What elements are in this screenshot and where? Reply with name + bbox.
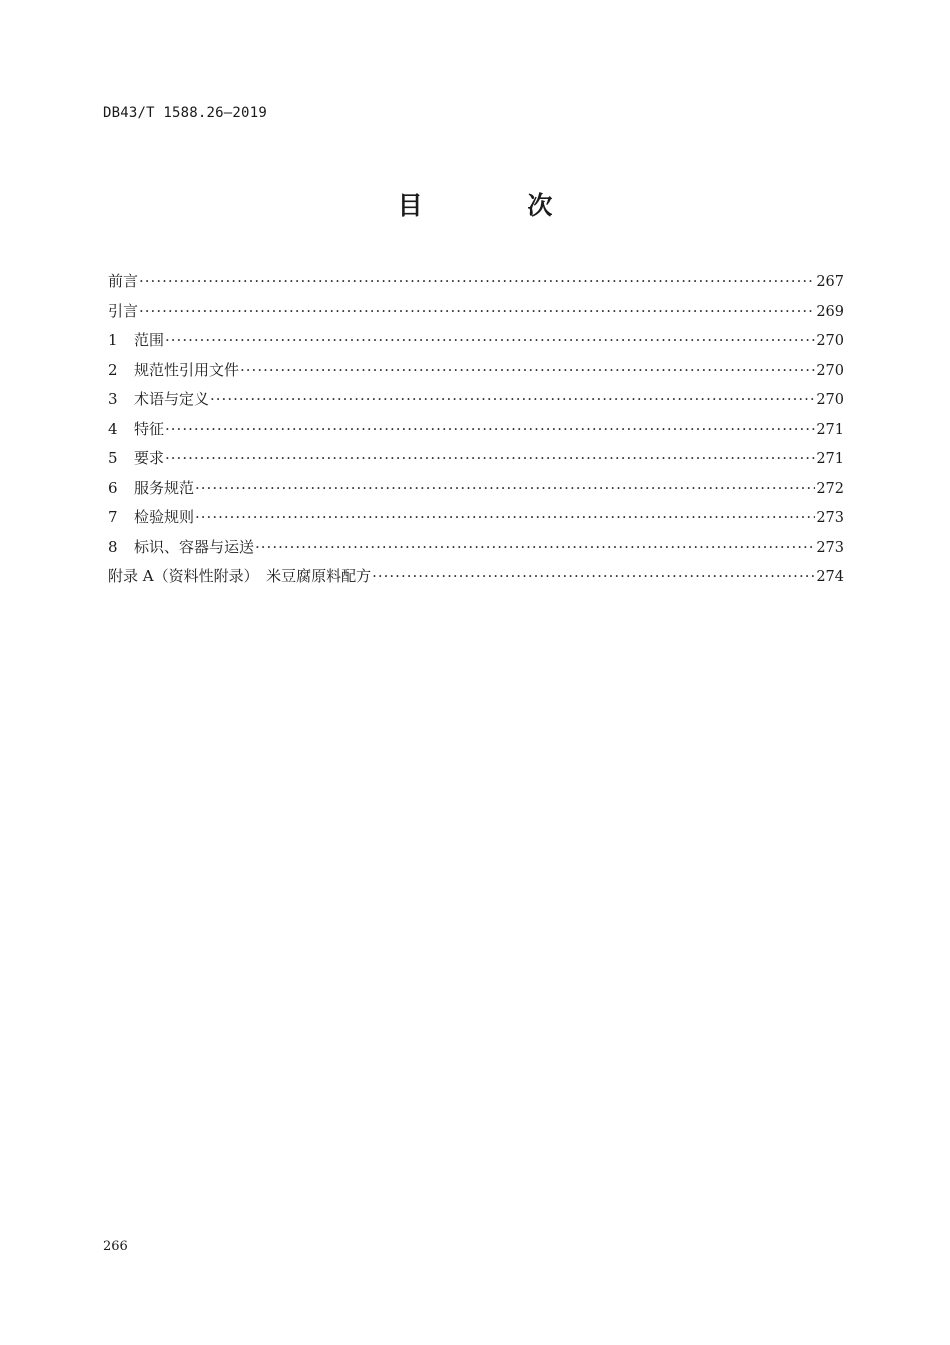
toc-entry-page: 270	[816, 362, 844, 379]
toc-dot-leader	[139, 272, 815, 290]
toc-entry-page: 271	[816, 421, 844, 438]
toc-entry-label: 检验规则	[134, 508, 195, 526]
toc-entry-label: 特征	[134, 419, 165, 438]
toc-entry-label: 标识、容器与运送	[134, 537, 255, 556]
toc-entry-requirements[interactable]	[108, 447, 844, 477]
toc-entry-number: 8	[108, 537, 118, 556]
toc-entry-label: 引言	[108, 301, 139, 320]
toc-dot-leader	[240, 361, 815, 379]
toc-entry-number: 6	[108, 478, 118, 497]
page-number: 266	[103, 1239, 128, 1254]
toc-dot-leader	[195, 479, 815, 497]
toc-list	[108, 270, 844, 595]
toc-entry-number: 5	[108, 449, 118, 467]
toc-dot-leader	[210, 390, 815, 408]
toc-entry-service-specification[interactable]	[108, 477, 844, 507]
toc-entry-number: 4	[108, 419, 118, 438]
toc-entry-label: 附录 A（资料性附录） 米豆腐原料配方	[108, 567, 372, 585]
toc-dot-leader	[165, 449, 815, 467]
document-id: DB43/T 1588.26—2019	[103, 105, 267, 121]
toc-dot-leader	[165, 420, 815, 438]
toc-entry-page: 269	[816, 303, 844, 320]
toc-entry-label: 服务规范	[134, 478, 195, 497]
toc-entry-number: 1	[108, 331, 118, 349]
toc-entry-page: 271	[816, 451, 844, 467]
toc-dot-leader	[255, 538, 815, 556]
toc-entry-label: 前言	[108, 272, 139, 290]
toc-entry-number: 3	[108, 390, 118, 408]
toc-title: 目 次	[397, 191, 601, 220]
toc-entry-label: 术语与定义	[134, 390, 210, 408]
toc-entry-page: 273	[816, 539, 844, 556]
toc-entry-page: 267	[816, 274, 844, 290]
toc-entry-terms[interactable]	[108, 388, 844, 418]
toc-entry-number: 2	[108, 360, 118, 379]
toc-entry-page: 270	[816, 333, 844, 349]
toc-entry-label: 规范性引用文件	[134, 360, 240, 379]
toc-entry-label: 范围	[134, 331, 165, 349]
toc-entry-labeling-containers-transport[interactable]	[108, 536, 844, 566]
toc-entry-page: 272	[816, 480, 844, 497]
toc-entry-page: 270	[816, 392, 844, 408]
toc-entry-label: 要求	[134, 449, 165, 467]
toc-entry-page: 273	[816, 510, 844, 526]
toc-dot-leader	[139, 302, 815, 320]
toc-entry-features[interactable]	[108, 418, 844, 448]
toc-entry-normative-references[interactable]	[108, 359, 844, 389]
toc-entry-number: 7	[108, 508, 118, 526]
toc-entry-scope[interactable]	[108, 329, 844, 359]
toc-entry-page: 274	[816, 569, 844, 585]
toc-entry-appendix-a[interactable]	[108, 565, 844, 595]
toc-dot-leader	[372, 567, 815, 585]
toc-dot-leader	[165, 331, 815, 349]
toc-dot-leader	[195, 508, 815, 526]
toc-entry-inspection-rules[interactable]	[108, 506, 844, 536]
toc-entry-introduction[interactable]	[108, 300, 844, 330]
toc-entry-foreword[interactable]	[108, 270, 844, 300]
